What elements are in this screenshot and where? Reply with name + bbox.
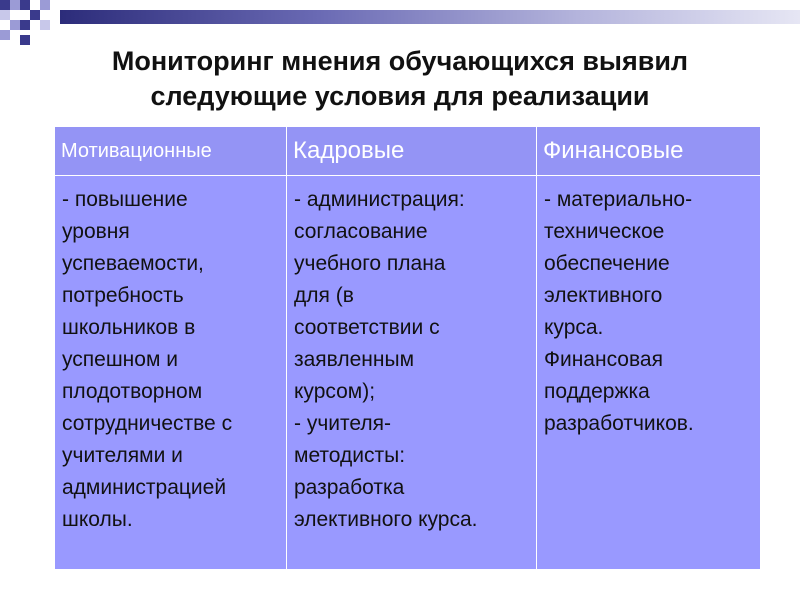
deco-square [40,20,50,30]
deco-square [0,0,10,10]
deco-square [30,10,40,20]
deco-square [10,0,20,10]
cell-staffing: - администрация: согласование учебного плана для (в соответствии с заявленным курсом); - учителя- методисты: разработка элективного курса. [287,176,537,570]
top-gradient-bar [60,10,800,24]
deco-square [10,20,20,30]
table-header-row [55,127,761,176]
deco-square [0,30,10,40]
cell-motivational: - повышение уровня успеваемости, потребность школьников в успешном и плодотворном сотрудничестве с учителями и администрацией школы. [55,176,287,570]
cell-financial: - материально- техническое обеспечение элективного курса. Финансовая поддержка разработчиков. [537,176,761,570]
slide-title: Мониторинг мнения обучающихся выявил следующие условия для реализации [111,46,689,111]
deco-square [20,20,30,30]
deco-square [0,10,10,20]
decorative-squares [0,0,60,50]
header-motivational: Мотивационные [55,127,287,176]
table-row [55,176,761,570]
deco-square [40,0,50,10]
header-staffing: Кадровые [287,127,537,176]
conditions-table [54,126,760,570]
deco-square [20,0,30,10]
header-financial: Финансовые [537,127,761,176]
